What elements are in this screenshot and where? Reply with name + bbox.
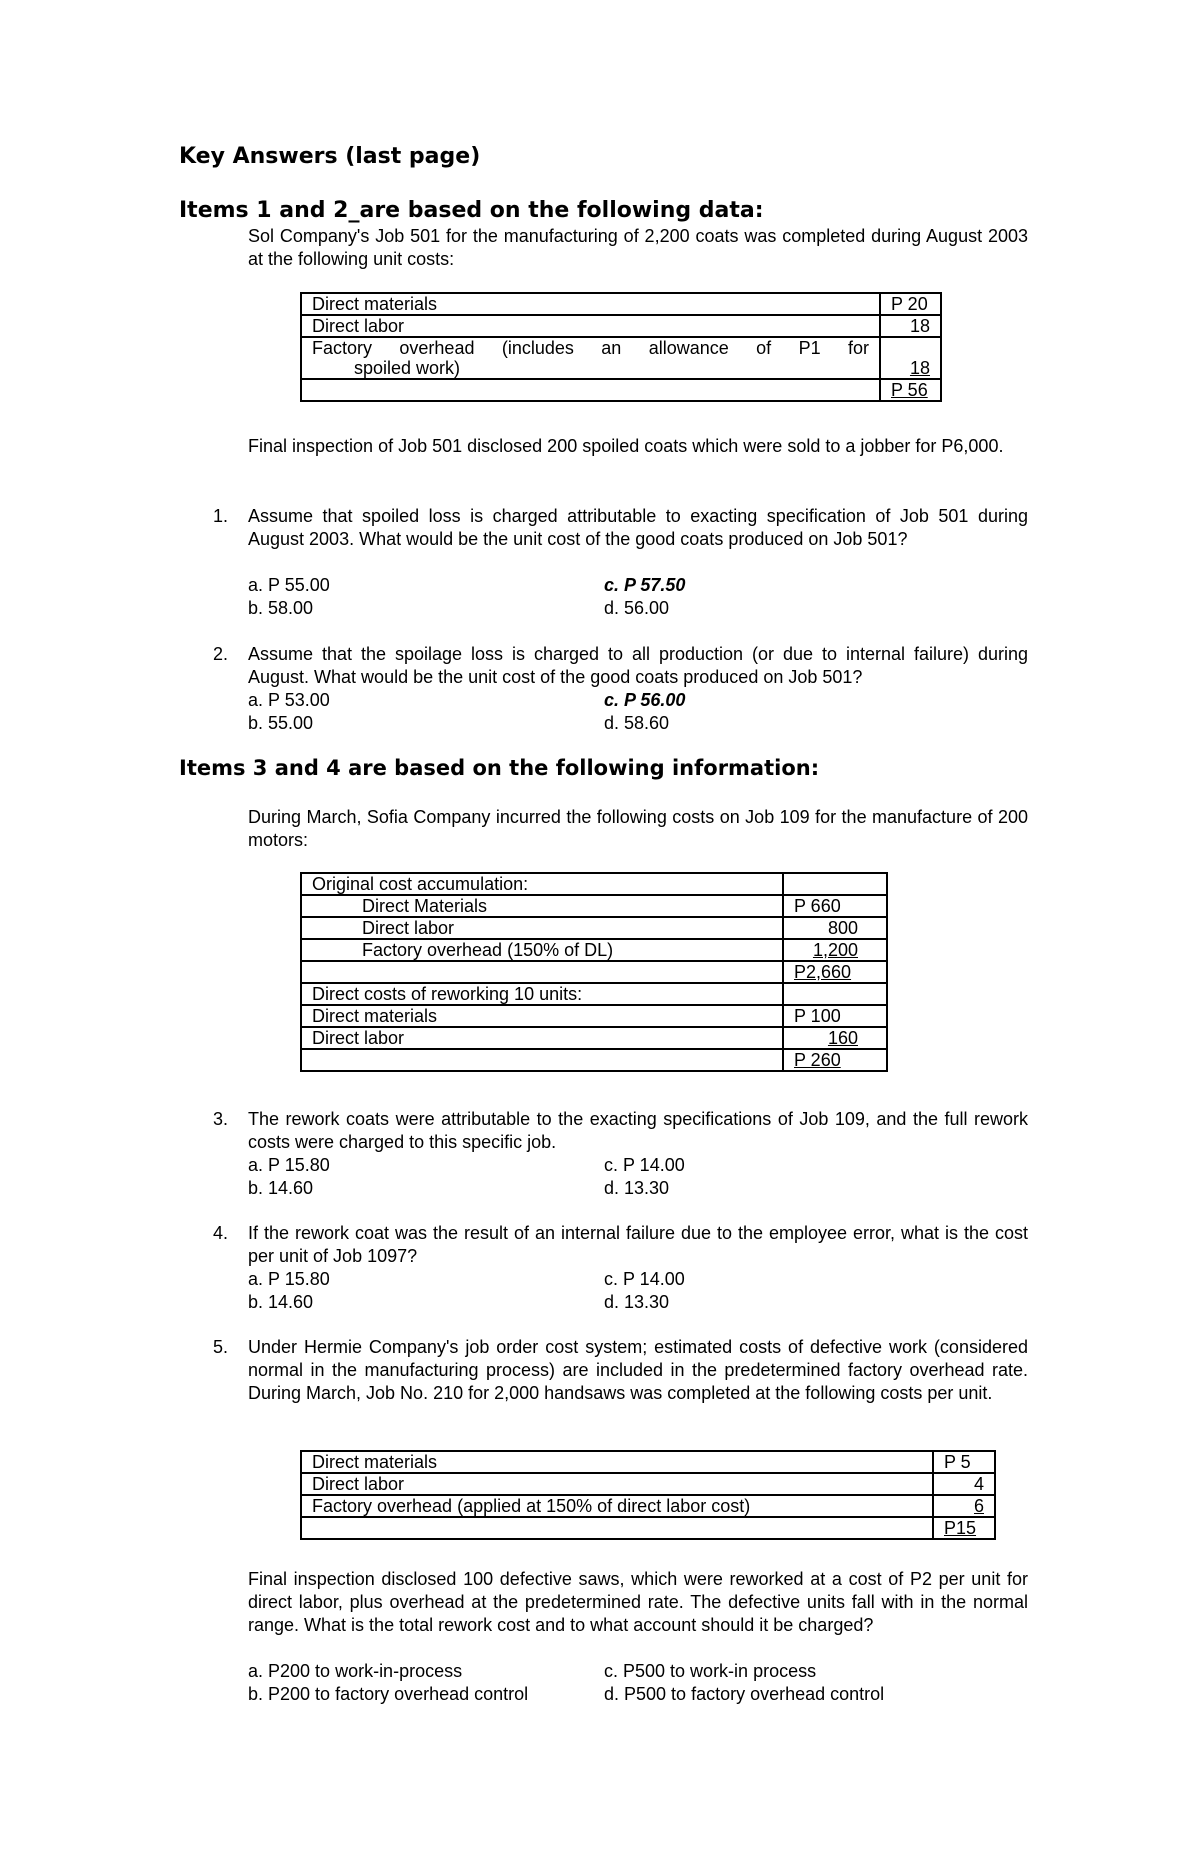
section1-after-text: Final inspection of Job 501 disclosed 200 spoiled coats which were sold to a jobber for P6,000. — [248, 436, 1004, 456]
table-cell: Direct labor — [301, 1027, 783, 1049]
table-row — [301, 873, 887, 895]
table-cell-value: P 56 — [891, 380, 928, 400]
option-d: d. 56.00 — [604, 598, 670, 618]
option-d: d. P500 to factory overhead control — [604, 1684, 885, 1704]
table-cell — [301, 961, 783, 983]
table-cell: Direct labor — [301, 917, 783, 939]
question-text — [248, 505, 1028, 551]
table-cell: 4 — [933, 1473, 995, 1495]
section1-intro — [248, 225, 1028, 271]
table-row — [301, 1473, 995, 1495]
option-c: c. P 14.00 — [604, 1269, 685, 1289]
question-text-body: Under Hermie Company's job order cost system; estimated costs of defective work (considered normal in the manufacturing process) are included in the predetermined factory overhead rate. During March, Job No. 210 for 2,000 handsaws was completed at the following costs per unit. — [248, 1337, 1028, 1403]
unit-cost-table — [300, 292, 942, 402]
table-cell: Direct materials — [301, 1451, 933, 1473]
table-cell: Direct labor — [301, 315, 880, 337]
table-row — [301, 939, 887, 961]
question-text — [248, 1336, 1028, 1405]
section1-heading: Items 1 and 2_are based on the following data: — [179, 198, 764, 223]
table-row — [301, 917, 887, 939]
question-text — [248, 1108, 1028, 1154]
table-cell: Original cost accumulation: — [301, 873, 783, 895]
table-cell: Factory overhead (150% of DL) — [301, 939, 783, 961]
option-c: c. P 14.00 — [604, 1155, 685, 1175]
table-cell: P 20 — [880, 293, 941, 315]
table-row — [301, 1517, 995, 1539]
option-c: c. P500 to work-in process — [604, 1661, 817, 1681]
option-b: b. 14.60 — [248, 1292, 314, 1312]
table-cell-line: spoiled work) — [354, 358, 461, 378]
option-b: b. 14.60 — [248, 1178, 314, 1198]
question-text-body: Assume that the spoilage loss is charged to all production (or due to internal failure) during August. What would be the unit cost of the good coats produced on Job 501? — [248, 644, 1028, 687]
section2-intro — [248, 806, 1028, 852]
table-cell — [933, 1495, 995, 1517]
option-a: a. P 55.00 — [248, 575, 330, 595]
option-c-answer: c. P 56.00 — [604, 690, 686, 710]
section1-intro-text: Sol Company's Job 501 for the manufacturing of 2,200 coats was completed during August 2003 at the following unit costs: — [248, 226, 1028, 269]
table-row — [301, 895, 887, 917]
table-row — [301, 1005, 887, 1027]
table-cell — [880, 337, 941, 379]
table-cell: Direct labor — [301, 1473, 933, 1495]
question-number: 5. — [213, 1337, 229, 1357]
table-cell: 18 — [880, 315, 941, 337]
section1-after — [248, 435, 1028, 458]
table-cell-value: 1,200 — [812, 940, 858, 960]
table-row — [301, 1451, 995, 1473]
option-c-answer: c. P 57.50 — [604, 575, 686, 595]
option-d: d. 58.60 — [604, 713, 670, 733]
question-number: 1. — [213, 506, 229, 526]
table-cell: 800 — [783, 917, 887, 939]
question-text-body: If the rework coat was the result of an internal failure due to the employee error, what is the cost per unit of Job 1097? — [248, 1223, 1028, 1266]
question-text-body: Assume that spoiled loss is charged attributable to exacting specification of Job 501 during August 2003. What would be the unit cost of the good coats produced on Job 501? — [248, 506, 1028, 549]
table-row — [301, 961, 887, 983]
option-d: d. 13.30 — [604, 1178, 670, 1198]
table-cell — [783, 1049, 887, 1071]
question-number: 2. — [213, 644, 229, 664]
table-cell — [301, 379, 880, 401]
table-row — [301, 1049, 887, 1071]
table-cell: Direct materials — [301, 1005, 783, 1027]
table-cell-value: 18 — [909, 358, 930, 378]
section2-intro-text: During March, Sofia Company incurred the following costs on Job 109 for the manufacture of 200 motors: — [248, 807, 1028, 850]
option-a: a. P 15.80 — [248, 1269, 330, 1289]
table-row — [301, 1027, 887, 1049]
option-a: a. P200 to work-in-process — [248, 1661, 463, 1681]
table-cell — [880, 379, 941, 401]
table-row — [301, 293, 941, 315]
table-row — [301, 337, 941, 379]
question-number: 3. — [213, 1109, 229, 1129]
question-text-body: The rework coats were attributable to the exacting specifications of Job 109, and the full rework costs were charged to this specific job. — [248, 1109, 1028, 1152]
question-5-after-text: Final inspection disclosed 100 defective saws, which were reworked at a cost of P2 per unit for direct labor, plus overhead at the predetermined rate. The defective units fall with in the normal range. What is the total rework cost and to what account should it be charged? — [248, 1569, 1028, 1635]
table-cell: P 100 — [783, 1005, 887, 1027]
table-cell: Direct costs of reworking 10 units: — [301, 983, 783, 1005]
table-cell-value: P2,660 — [794, 962, 852, 982]
table-cell: P 5 — [933, 1451, 995, 1473]
table-cell — [783, 983, 887, 1005]
option-a: a. P 15.80 — [248, 1155, 330, 1175]
table-cell — [783, 873, 887, 895]
option-d: d. 13.30 — [604, 1292, 670, 1312]
question-text — [248, 1222, 1028, 1268]
table-cell — [783, 1027, 887, 1049]
option-b: b. 58.00 — [248, 598, 314, 618]
table-cell — [783, 939, 887, 961]
question-text — [248, 643, 1028, 689]
table-cell: P 660 — [783, 895, 887, 917]
job-109-cost-table — [300, 872, 888, 1072]
table-cell — [301, 1049, 783, 1071]
table-cell — [301, 1517, 933, 1539]
table-row — [301, 983, 887, 1005]
table-cell: Factory overhead (applied at 150% of direct labor cost) — [301, 1495, 933, 1517]
page-title: Key Answers (last page) — [179, 144, 481, 169]
table-row — [301, 1495, 995, 1517]
table-cell-line: Factory overhead (includes an allowance of P1 for — [312, 338, 869, 358]
table-row — [301, 315, 941, 337]
section2-heading: Items 3 and 4 are based on the following information: — [179, 756, 820, 780]
table-cell-value: P 260 — [794, 1050, 841, 1070]
option-b: b. 55.00 — [248, 713, 314, 733]
option-b: b. P200 to factory overhead control — [248, 1684, 529, 1704]
question-5-after — [248, 1568, 1028, 1637]
job-210-cost-table — [300, 1450, 996, 1540]
table-cell-value: 160 — [827, 1028, 858, 1048]
table-cell — [301, 337, 880, 379]
table-cell: Direct materials — [301, 293, 880, 315]
table-cell — [933, 1517, 995, 1539]
table-cell: Direct Materials — [301, 895, 783, 917]
question-number: 4. — [213, 1223, 229, 1243]
table-cell-value: P15 — [944, 1518, 977, 1538]
table-cell-value: 6 — [973, 1496, 984, 1516]
table-row — [301, 379, 941, 401]
option-a: a. P 53.00 — [248, 690, 330, 710]
table-cell — [783, 961, 887, 983]
